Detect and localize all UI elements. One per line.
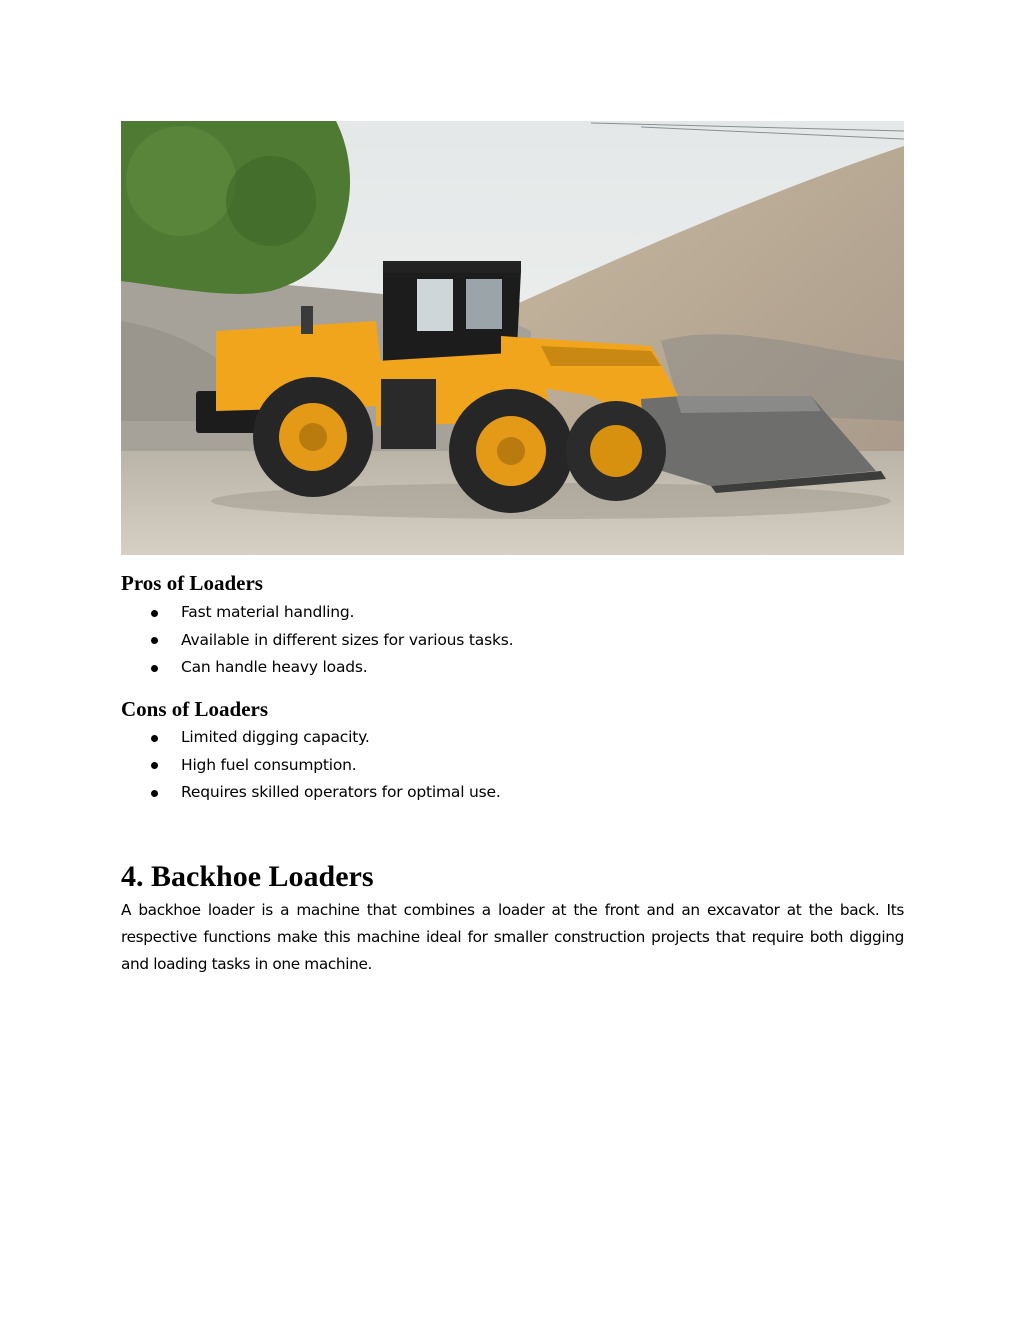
- list-item: [121, 627, 513, 655]
- bullet-icon: [151, 762, 158, 769]
- list-item: [121, 654, 513, 682]
- list-item-text: Limited digging capacity.: [181, 728, 370, 746]
- section-title: 4. Backhoe Loaders: [121, 860, 374, 893]
- list-item-text: Available in different sizes for various tasks.: [181, 630, 514, 649]
- cons-heading: Cons of Loaders: [121, 697, 269, 721]
- list-item: [121, 752, 501, 780]
- list-item-text: High fuel consumption.: [181, 755, 357, 774]
- list-item: [121, 599, 513, 627]
- bullet-icon: [151, 790, 158, 797]
- list-item: [121, 779, 501, 807]
- list-item-text: Can handle heavy loads.: [181, 658, 368, 676]
- bullet-icon: [151, 665, 158, 672]
- list-item-text: Requires skilled operators for optimal use.: [181, 783, 501, 801]
- list-item: [121, 724, 501, 752]
- section-paragraph: A backhoe loader is a machine that combines a loader at the front and an excavator at the back. Its respective functions make this machine ideal for smaller construction projects that require both digging and loading tasks in one machine.: [121, 901, 904, 973]
- list-item-text: Fast material handling.: [181, 603, 355, 621]
- cons-list: [121, 724, 501, 807]
- bullet-icon: [151, 610, 158, 617]
- bullet-icon: [151, 735, 158, 742]
- pros-list: [121, 599, 513, 682]
- wheel-loader-photo: [121, 121, 904, 555]
- pros-heading: Pros of Loaders: [121, 571, 263, 595]
- bullet-icon: [151, 637, 158, 644]
